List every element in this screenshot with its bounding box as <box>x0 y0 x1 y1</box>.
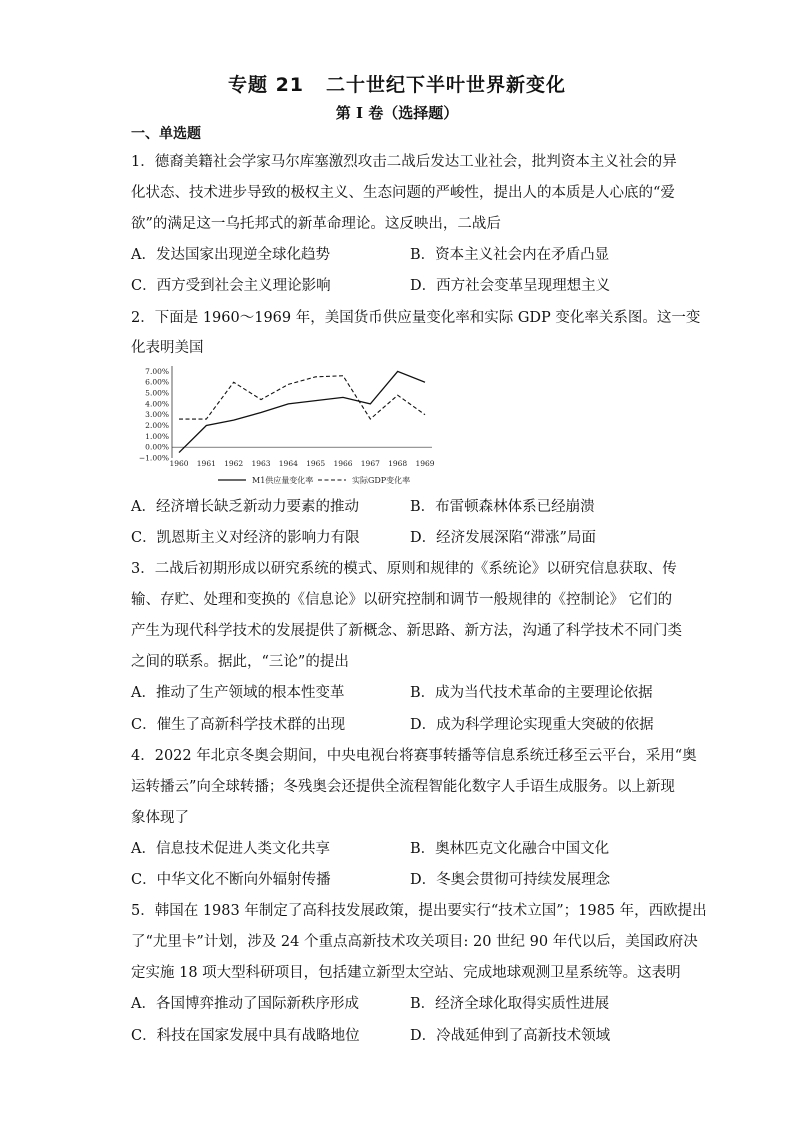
volume-heading: 第 I 卷（选择题） <box>335 104 459 122</box>
question-4-line-3: 象体现了 <box>131 810 189 826</box>
question-5-line-1: 5．韩国在 1983 年制定了高科技发展政策，提出要实行“技术立国”；1985 年，西欧提出 <box>131 903 707 919</box>
question-4-option-a[interactable]: A．信息技术促进人类文化共享 <box>131 841 330 857</box>
question-5-option-a[interactable]: A．各国博弈推动了国际新秩序形成 <box>131 996 359 1012</box>
page-title <box>0 70 794 97</box>
x-tick-label: 1968 <box>388 459 408 468</box>
question-2-option-a[interactable]: A．经济增长缺乏新动力要素的推动 <box>131 499 359 515</box>
question-2-option-b[interactable]: B．布雷顿森林体系已经崩溃 <box>410 499 595 515</box>
x-tick-label: 1963 <box>251 459 271 468</box>
question-1-option-d[interactable]: D．西方社会变革呈现理想主义 <box>410 278 611 294</box>
y-tick-label: 3.00% <box>145 410 169 420</box>
x-tick-label: 1966 <box>333 459 353 468</box>
y-tick-label: −1.00% <box>138 453 169 463</box>
question-3-option-c[interactable]: C．催生了高新科学技术群的出现 <box>131 717 346 733</box>
question-2-line-2: 化表明美国 <box>131 340 204 356</box>
question-3-line-4: 之间的联系。据此，“三论”的提出 <box>131 654 349 670</box>
question-1-option-c[interactable]: C．西方受到社会主义理论影响 <box>131 278 331 294</box>
legend-m1-label: M1供应量变化率 <box>252 476 314 485</box>
question-4-line-2: 运转播云”向全球转播；冬残奥会还提供全流程智能化数字人手语生成服务。以上新现 <box>131 779 675 795</box>
chart-legend <box>218 475 410 485</box>
question-5-line-3: 定实施 18 项大型科研项目，包括建立新型太空站、完成地球观测卫星系统等。这表明 <box>131 965 681 981</box>
x-tick-label: 1961 <box>196 459 216 468</box>
question-1-option-a[interactable]: A．发达国家出现逆全球化趋势 <box>131 247 330 263</box>
y-tick-label: 2.00% <box>145 421 169 431</box>
y-tick-label: 5.00% <box>145 388 169 398</box>
legend-gdp-label: 实际GDP变化率 <box>352 476 411 485</box>
question-1-option-b[interactable]: B．资本主义社会内在矛盾凸显 <box>410 247 610 263</box>
x-tick-label: 1962 <box>224 459 244 468</box>
question-3-option-b[interactable]: B．成为当代技术革命的主要理论依据 <box>410 685 653 701</box>
question-5-option-c[interactable]: C．科技在国家发展中具有战略地位 <box>131 1028 360 1044</box>
question-3-line-1: 3．二战后初期形成以研究系统的模式、原则和规律的《系统论》以研究信息获取、传 <box>131 561 677 577</box>
question-4-option-d[interactable]: D．冬奥会贯彻可持续发展理念 <box>410 872 611 888</box>
y-tick-label: 6.00% <box>145 377 169 387</box>
question-5-line-2: 了“尤里卡”计划，涉及 24 个重点高新技术攻关项目: 20 世纪 90 年代以后，美国政府决 <box>131 934 698 950</box>
question-5-option-d[interactable]: D．冷战延伸到了高新技术领域 <box>410 1028 611 1044</box>
y-tick-label: 4.00% <box>145 399 169 409</box>
question-4-line-1: 4．2022 年北京冬奥会期间，中央电视台将赛事转播等信息系统迁移至云平台，采用“奥 <box>131 748 697 764</box>
x-axis <box>169 447 434 468</box>
m1-gdp-line-chart <box>120 362 440 492</box>
topic-title: 二十世纪下半叶世界新变化 <box>326 74 567 96</box>
x-tick-label: 1967 <box>360 459 380 468</box>
question-2-option-c[interactable]: C．凯恩斯主义对经济的影响力有限 <box>131 530 360 546</box>
question-2-line-1: 2．下面是 1960～1969 年，美国货币供应量变化率和实际 GDP 变化率关系图。这一变 <box>131 310 701 326</box>
section-heading: 一、单选题 <box>131 126 201 142</box>
x-tick-label: 1960 <box>169 459 189 468</box>
m1-supply-series-line <box>179 371 425 452</box>
question-3-line-2: 输、存贮、处理和变换的《信息论》以研究控制和调节一般规律的《控制论》 它们的 <box>131 592 673 608</box>
y-tick-label: 0.00% <box>145 442 169 452</box>
y-tick-label: 1.00% <box>145 431 169 441</box>
question-3-line-3: 产生为现代科学技术的发展提供了新概念、新思路、新方法，沟通了科学技术不同门类 <box>131 623 682 639</box>
question-3-option-a[interactable]: A．推动了生产领域的根本性变革 <box>131 685 345 701</box>
y-tick-label: 7.00% <box>145 366 169 376</box>
x-tick-label: 1964 <box>278 459 298 468</box>
x-tick-label: 1969 <box>415 459 435 468</box>
x-tick-label: 1965 <box>306 459 326 468</box>
question-4-option-b[interactable]: B．奥林匹克文化融合中国文化 <box>410 841 610 857</box>
question-5-option-b[interactable]: B．经济全球化取得实质性进展 <box>410 996 610 1012</box>
topic-label: 专题 21 <box>227 74 305 96</box>
question-2-option-d[interactable]: D．经济发展深陷“滞涨”局面 <box>410 530 596 546</box>
question-1-line-3: 欲”的满足这一乌托邦式的新革命理论。这反映出，二战后 <box>131 216 501 232</box>
chart-series <box>179 371 425 452</box>
question-3-option-d[interactable]: D．成为科学理论实现重大突破的依据 <box>410 717 654 733</box>
question-4-option-c[interactable]: C．中华文化不断向外辐射传播 <box>131 872 331 888</box>
y-axis <box>139 366 172 463</box>
question-1-line-1: 1．德裔美籍社会学家马尔库塞激烈攻击二战后发达工业社会，批判资本主义社会的异 <box>131 154 677 170</box>
question-1-line-2: 化状态、技术进步导致的极权主义、生态问题的严峻性，提出人的本质是人心底的“爱 <box>131 185 675 201</box>
